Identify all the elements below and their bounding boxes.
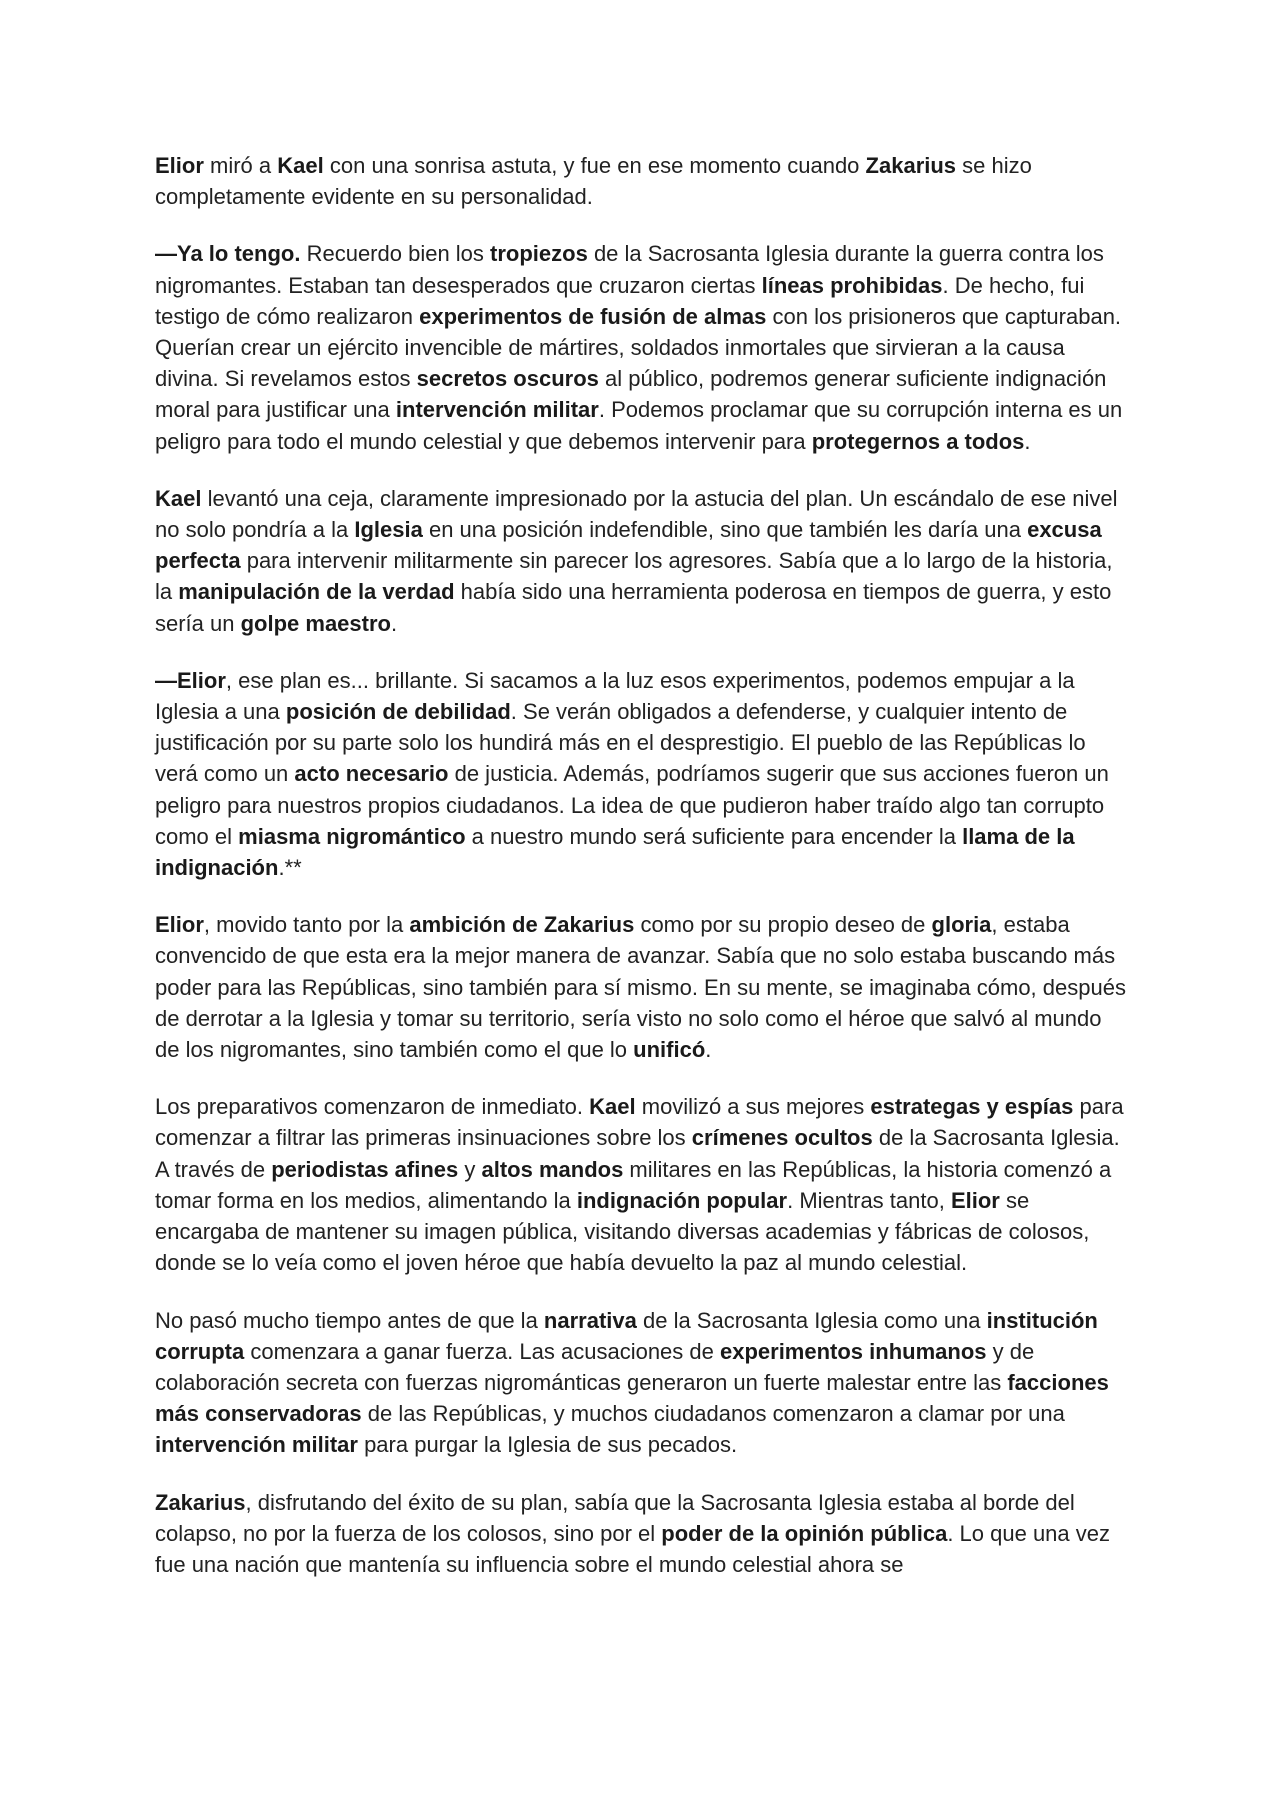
text-run: , estaba convencido de que esta era la mejor manera de avanzar. Sabía que no solo estaba buscando más poder para las Repúblicas, sino también para sí mismo. En su mente, se imaginaba cómo, después de derrotar a la Iglesia y tomar su territorio, sería visto no solo como el héroe que salvó al mundo de los nigromantes, sino también como el que lo xyxy=(155,912,1126,1063)
bold-text-run: periodistas afines xyxy=(271,1156,459,1182)
bold-text-run: protegernos a todos xyxy=(811,428,1025,454)
text-run: .** xyxy=(278,855,302,881)
bold-text-run: Kael xyxy=(277,153,324,178)
bold-text-run: excusa perfecta xyxy=(155,517,1102,574)
text-run: había sido una herramienta poderosa en tiempos de guerra, y esto sería un xyxy=(155,579,1112,636)
text-run: para purgar la Iglesia de sus pecados. xyxy=(357,1432,738,1458)
text-run: levantó una ceja, claramente impresionado por la astucia del plan. Un escándalo de ese nivel no solo pondría a la xyxy=(155,485,1118,543)
bold-text-run: Kael xyxy=(155,485,202,511)
paragraph xyxy=(155,150,1130,212)
document-body xyxy=(155,150,1130,1606)
bold-text-run: estrategas y espías xyxy=(870,1094,1074,1120)
text-run: a nuestro mundo será suficiente para encender la xyxy=(465,823,963,849)
paragraph xyxy=(155,909,1130,1065)
paragraph xyxy=(155,1487,1130,1581)
bold-text-run: intervención militar xyxy=(395,397,599,423)
text-run: miró a xyxy=(203,153,278,178)
bold-text-run: Iglesia xyxy=(354,517,423,543)
text-run: como por su propio deseo de xyxy=(634,912,932,938)
bold-text-run: miasma nigromántico xyxy=(238,823,466,849)
text-run: de justicia. Además, podríamos sugerir que sus acciones fueron un peligro para nuestros propios ciudadanos. La idea de que pudieron haber traído algo tan corrupto como el xyxy=(155,761,1109,849)
text-run: en una posición indefendible, sino que también les daría una xyxy=(422,517,1028,543)
text-run: Recuerdo bien los xyxy=(300,241,491,267)
text-run: se encargaba de mantener su imagen pública, visitando diversas academias y fábricas de colosos, donde se lo veía como el joven héroe que había devuelto la paz al mundo celestial. xyxy=(155,1187,1090,1276)
bold-text-run: manipulación de la verdad xyxy=(178,579,455,605)
bold-text-run: altos mandos xyxy=(481,1156,624,1182)
bold-text-run: Elior xyxy=(155,153,204,178)
text-run: de las Repúblicas, y muchos ciudadanos comenzaron a clamar por una xyxy=(361,1401,1065,1427)
bold-text-run: narrativa xyxy=(543,1307,637,1333)
bold-text-run: posición de debilidad xyxy=(285,699,511,725)
text-run: comenzara a ganar fuerza. Las acusaciones de xyxy=(244,1338,720,1364)
bold-text-run: ambición de Zakarius xyxy=(409,912,635,938)
bold-text-run: experimentos de fusión de almas xyxy=(419,303,767,329)
paragraph xyxy=(155,1091,1130,1278)
bold-text-run: institución corrupta xyxy=(155,1307,1098,1364)
bold-text-run: tropiezos xyxy=(490,241,588,267)
text-run: . xyxy=(705,1037,712,1063)
text-run: . Lo que una vez fue una nación que mantenía su influencia sobre el mundo celestial ahora se xyxy=(155,1520,1110,1577)
text-run: de la Sacrosanta Iglesia como una xyxy=(636,1307,987,1333)
text-run: . De hecho, fui testigo de cómo realizaron xyxy=(155,272,1085,329)
text-run: Los preparativos comenzaron de inmediato. xyxy=(155,1094,590,1120)
bold-text-run: indignación popular xyxy=(576,1187,788,1213)
text-run: de la Sacrosanta Iglesia durante la guerra contra los nigromantes. Estaban tan desesperados que cruzaron ciertas xyxy=(155,241,1104,298)
text-run: movilizó a sus mejores xyxy=(635,1094,871,1120)
text-run: , disfrutando del éxito de su plan, sabía que la Sacrosanta Iglesia estaba al borde del colapso, no por la fuerza de los colosos, sino por el xyxy=(155,1489,1075,1546)
text-run: . Mientras tanto, xyxy=(787,1187,951,1213)
text-run: . Se verán obligados a defenderse, y cualquier intento de justificación por su parte solo los hundirá más en el desprestigio. El pueblo de las Repúblicas lo verá como un xyxy=(155,699,1086,787)
text-run: y xyxy=(458,1156,482,1182)
text-run: No pasó mucho tiempo antes de que la xyxy=(155,1307,544,1333)
bold-text-run: acto necesario xyxy=(294,761,449,787)
text-run: y de colaboración secreta con fuerzas nigrománticas generaron un fuerte malestar entre las xyxy=(155,1338,1035,1395)
paragraph xyxy=(155,665,1130,883)
bold-text-run: unificó xyxy=(633,1037,706,1063)
paragraph xyxy=(155,238,1130,456)
text-run: . xyxy=(1024,428,1031,454)
bold-text-run: Elior xyxy=(950,1187,1000,1213)
paragraph xyxy=(155,1305,1130,1461)
bold-text-run: Kael xyxy=(589,1094,636,1120)
bold-text-run: secretos oscuros xyxy=(416,366,599,392)
bold-text-run: intervención militar xyxy=(155,1432,358,1458)
paragraph xyxy=(155,483,1130,639)
text-run: con una sonrisa astuta, y fue en ese momento cuando xyxy=(323,153,866,178)
bold-text-run: Zakarius xyxy=(155,1489,246,1515)
bold-text-run: poder de la opinión pública xyxy=(661,1520,948,1546)
bold-text-run: Zakarius xyxy=(865,153,957,178)
text-run: , movido tanto por la xyxy=(203,912,410,938)
bold-text-run: crímenes ocultos xyxy=(691,1125,873,1151)
text-run: para intervenir militarmente sin parecer los agresores. Sabía que a lo largo de la historia, la xyxy=(155,548,1113,605)
bold-text-run: gloria xyxy=(931,912,992,938)
text-run: . Podemos proclamar que su corrupción interna es un peligro para todo el mundo celestial y que debemos intervenir para xyxy=(155,397,1123,454)
text-run: , ese plan es... brillante. Si sacamos a la luz esos experimentos, podemos empujar a la Iglesia a una xyxy=(155,667,1075,725)
text-run: se hizo completamente evidente en su personalidad. xyxy=(155,153,1032,210)
bold-text-run: facciones más conservadoras xyxy=(155,1369,1109,1427)
bold-text-run: llama de la indignación xyxy=(155,823,1075,881)
bold-text-run: líneas prohibidas xyxy=(761,272,943,298)
text-run: para comenzar a filtrar las primeras insinuaciones sobre los xyxy=(155,1094,1124,1151)
bold-text-run: experimentos inhumanos xyxy=(719,1338,987,1364)
bold-text-run: —Elior xyxy=(155,667,226,693)
text-run: militares en las Repúblicas, la historia comenzó a tomar forma en los medios, alimentando la xyxy=(155,1156,1112,1213)
bold-text-run: Elior xyxy=(155,912,204,938)
text-run: . xyxy=(390,610,398,636)
text-run: con los prisioneros que capturaban. Querían crear un ejército invencible de mártires, soldados inmortales que sirvieran a la causa divina. Si revelamos estos xyxy=(155,303,1122,392)
text-run: al público, podremos generar suficiente indignación moral para justificar una xyxy=(155,366,1107,423)
bold-text-run: golpe maestro xyxy=(240,610,391,636)
text-run: de la Sacrosanta Iglesia. A través de xyxy=(155,1125,1120,1182)
bold-text-run: —Ya lo tengo. xyxy=(155,241,301,267)
